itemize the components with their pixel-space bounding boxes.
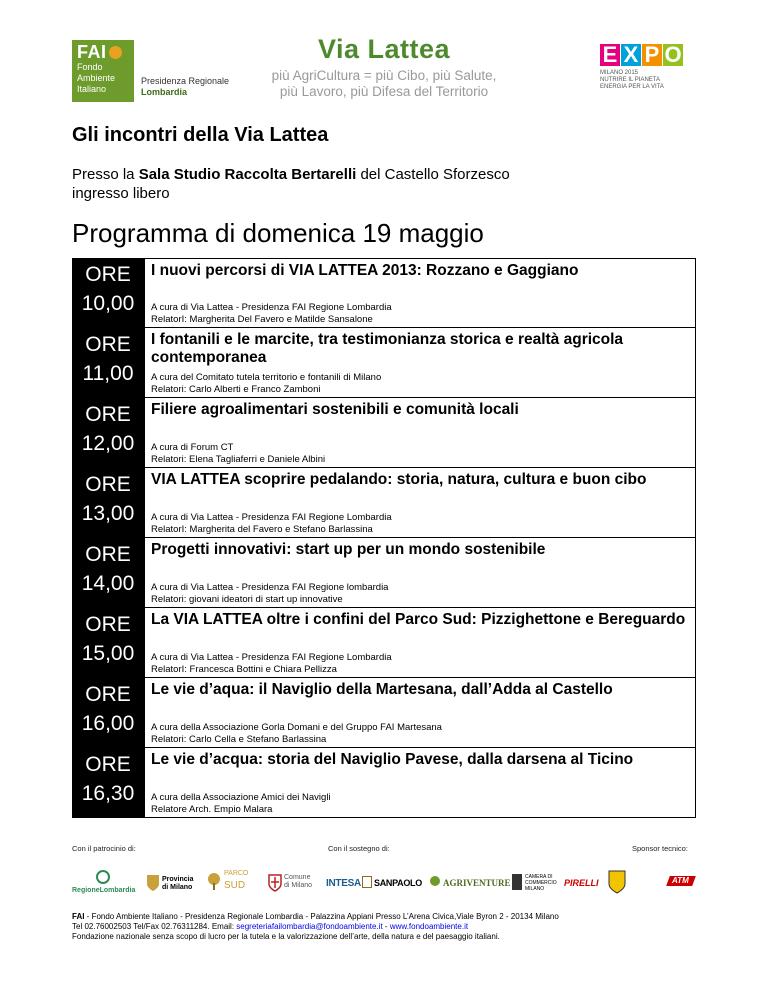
time-cell <box>72 468 144 538</box>
event-relatori: Relatori: Carlo Alberti e Franco Zamboni <box>151 384 321 395</box>
event-title: Filiere agroalimentari sostenibili e comunità locali <box>151 401 519 418</box>
tecnico-label: Sponsor tecnico: <box>632 844 688 853</box>
footer-fai: FAI <box>72 912 85 921</box>
event-relatori: Relatori: Elena Tagliaferri e Daniele Albini <box>151 454 326 465</box>
expo-caption-line3: ENERGIA PER LA VITA <box>600 84 664 90</box>
event-relatori: RelatorI: Francesca Bottini e Chiara Pellizza <box>151 664 337 675</box>
program-row <box>72 678 696 748</box>
ore-label: ORE <box>85 683 131 706</box>
event-relatori: RelatorI: Margherita Del Favero e Matilde Sansalone <box>151 314 373 325</box>
rosa-camuna-icon <box>93 870 113 884</box>
atm-logo: ATM <box>672 876 689 885</box>
event-cell <box>144 398 696 468</box>
provincia-logo <box>146 872 196 896</box>
time-cell <box>72 258 144 328</box>
time-value: 10,00 <box>81 292 135 315</box>
event-cell <box>144 468 696 538</box>
event-cura: A cura di Forum CT <box>151 442 234 453</box>
fai-logo-line: Italiano <box>77 84 107 94</box>
parco-line2: SUD <box>224 880 246 891</box>
camera-mark-icon <box>512 874 522 890</box>
sanpaolo-logo: SANPAOLO <box>374 878 422 888</box>
footer-sep: - <box>382 922 390 931</box>
event-cell <box>144 678 696 748</box>
event-title: I nuovi percorsi di VIA LATTEA 2013: Rozzano e Gaggiano <box>151 262 579 279</box>
event-title: VIA LATTEA scoprire pedalando: storia, natura, cultura e buon cibo <box>151 471 647 488</box>
agriventure-mark-icon <box>430 876 440 886</box>
time-cell <box>72 328 144 398</box>
event-cura: A cura di Via Lattea - Presidenza FAI Regione lombardia <box>151 582 389 593</box>
subtitle-line2: più Lavoro, più Difesa del Territorio <box>279 84 489 99</box>
fai-logo-line: Ambiente <box>77 73 116 83</box>
parco-sud-logo <box>206 868 252 896</box>
event-cura: A cura del Comitato tutela territorio e fontanili di Milano <box>151 372 382 383</box>
time-cell <box>72 538 144 608</box>
event-cura: A cura della Associazione Amici dei Navigli <box>151 792 331 803</box>
event-cura: A cura di Via Lattea - Presidenza FAI Regione Lombardia <box>151 512 392 523</box>
provincia-name: Provincia di Milano <box>162 876 194 891</box>
footer-email-link[interactable]: segreteriafailombardia@fondoambiente.it <box>236 922 383 931</box>
footer-website-link[interactable]: www.fondoambiente.it <box>389 922 469 931</box>
time-cell <box>72 748 144 818</box>
expo-caption-line2: NUTRIRE IL PIANETA <box>600 77 661 83</box>
sanpaolo-mark-icon <box>362 876 372 888</box>
program-row <box>72 538 696 608</box>
regione-lombardia-logo <box>72 870 134 896</box>
sostegno-label: Con il sostegno di: <box>328 844 390 853</box>
event-cura: A cura di Via Lattea - Presidenza FAI Regione Lombardia <box>151 652 392 663</box>
patrocinio-label: Con il patrocinio di: <box>72 844 136 853</box>
footer-line1: - Fondo Ambiente Italiano - Presidenza Regionale Lombardia - Palazzina Appiani Presso L’Arena Civica,Viale Byron 2 - 20134 Milano <box>84 912 559 921</box>
event-title: Le vie d’aqua: il Naviglio della Martesana, dall’Adda al Castello <box>151 681 613 698</box>
time-value: 13,00 <box>81 502 135 525</box>
programma-title: Programma di domenica 19 maggio <box>72 218 484 248</box>
via-lattea-title: Via Lattea <box>317 34 451 64</box>
event-cell <box>144 328 696 398</box>
program-row <box>72 398 696 468</box>
event-relatori: Relatori: giovani ideatori di start up innovative <box>151 594 343 605</box>
event-cell <box>144 748 696 818</box>
event-cell <box>144 538 696 608</box>
intro-text <box>72 165 510 203</box>
expo-letter: X <box>621 44 641 66</box>
camera-logo: CAMERA DI COMMERCIO MILANO <box>525 874 557 892</box>
event-title: La VIA LATTEA oltre i confini del Parco Sud: Pizzighettone e Bereguardo <box>151 611 686 628</box>
intro-line2: ingresso libero <box>72 185 170 202</box>
intesa-logo: INTESA <box>326 878 361 889</box>
comune-milano-logo <box>268 868 314 896</box>
program-row <box>72 608 696 678</box>
pirelli-logo: PIRELLI <box>564 878 599 888</box>
ore-label: ORE <box>85 613 131 636</box>
parco-line1: PARCO <box>224 870 249 877</box>
regione-name: RegioneLombardia <box>72 887 136 894</box>
expo-caption-line1: MILANO 2015 <box>600 70 639 76</box>
time-value: 11,00 <box>82 362 134 385</box>
footer-line3: Fondazione nazionale senza scopo di lucro per la tutela e la valorizzazione dell’arte, della natura e del paesaggio italiani. <box>72 932 500 941</box>
fai-logo-brand: FAI <box>77 42 107 62</box>
time-value: 12,00 <box>81 432 135 455</box>
time-value: 14,00 <box>81 572 135 595</box>
subtitle-line1: più AgriCultura = più Cibo, più Salute, <box>271 68 497 83</box>
event-relatori: Relatori: Carlo Cella e Stefano Barlassina <box>151 734 327 745</box>
tree-icon <box>206 872 222 890</box>
ore-label: ORE <box>85 543 131 566</box>
shield-badge-icon <box>608 870 626 894</box>
comune-name: Comune di Milano <box>284 874 313 889</box>
time-value: 16,00 <box>81 712 135 735</box>
intro-presso: Presso la <box>72 166 139 183</box>
intro-venue: Sala Studio Raccolta Bertarelli <box>138 166 357 183</box>
event-relatori: RelatorI: Margherita del Favero e Stefano Barlassina <box>151 524 373 535</box>
time-cell <box>72 608 144 678</box>
crest-icon <box>268 874 282 892</box>
time-cell <box>72 678 144 748</box>
expo-letter: E <box>600 44 620 66</box>
footer <box>72 912 712 942</box>
ore-label: ORE <box>85 403 131 426</box>
program-row <box>72 468 696 538</box>
page-title: Gli incontri della Via Lattea <box>72 124 329 146</box>
time-value: 16,30 <box>81 782 135 805</box>
ore-label: ORE <box>85 473 131 496</box>
footer-line2-prefix: Tel 02.76002503 Tel/Fax 02.76311284. Email: <box>72 922 237 931</box>
ore-label: ORE <box>85 753 131 776</box>
program-table <box>72 258 696 818</box>
event-cura: A cura di Via Lattea - Presidenza FAI Regione Lombardia <box>151 302 392 313</box>
event-cell <box>144 608 696 678</box>
event-title: Progetti innovativi: start up per un mondo sostenibile <box>151 541 546 558</box>
program-row <box>72 748 696 818</box>
event-cura: A cura della Associazione Gorla Domani e del Gruppo FAI Martesana <box>151 722 442 733</box>
program-row <box>72 328 696 398</box>
event-title: Le vie d’acqua: storia del Naviglio Pavese, dalla darsena al Ticino <box>151 751 634 768</box>
time-cell <box>72 398 144 468</box>
event-cell <box>144 258 696 328</box>
ore-label: ORE <box>85 263 131 286</box>
fai-logo-line: Fondo <box>77 62 103 72</box>
fai-region-line1: Presidenza Regionale <box>141 76 230 86</box>
intro-rest: del Castello Sforzesco <box>356 166 510 183</box>
expo-letter: O <box>664 42 682 67</box>
shield-icon <box>146 874 160 892</box>
expo-logo <box>600 44 692 91</box>
ore-label: ORE <box>85 333 131 356</box>
fai-region-line2: Lombardia <box>141 87 188 97</box>
agriventure-logo: AGRIVENTURE <box>443 878 511 888</box>
time-value: 15,00 <box>81 642 135 665</box>
expo-letter: P <box>642 44 662 66</box>
event-title: I fontanili e le marcite, tra testimonianza storica e realtà agricola contemporanea <box>151 331 624 366</box>
program-row <box>72 258 696 328</box>
event-relatori: Relatore Arch. Empio Malara <box>151 804 273 815</box>
